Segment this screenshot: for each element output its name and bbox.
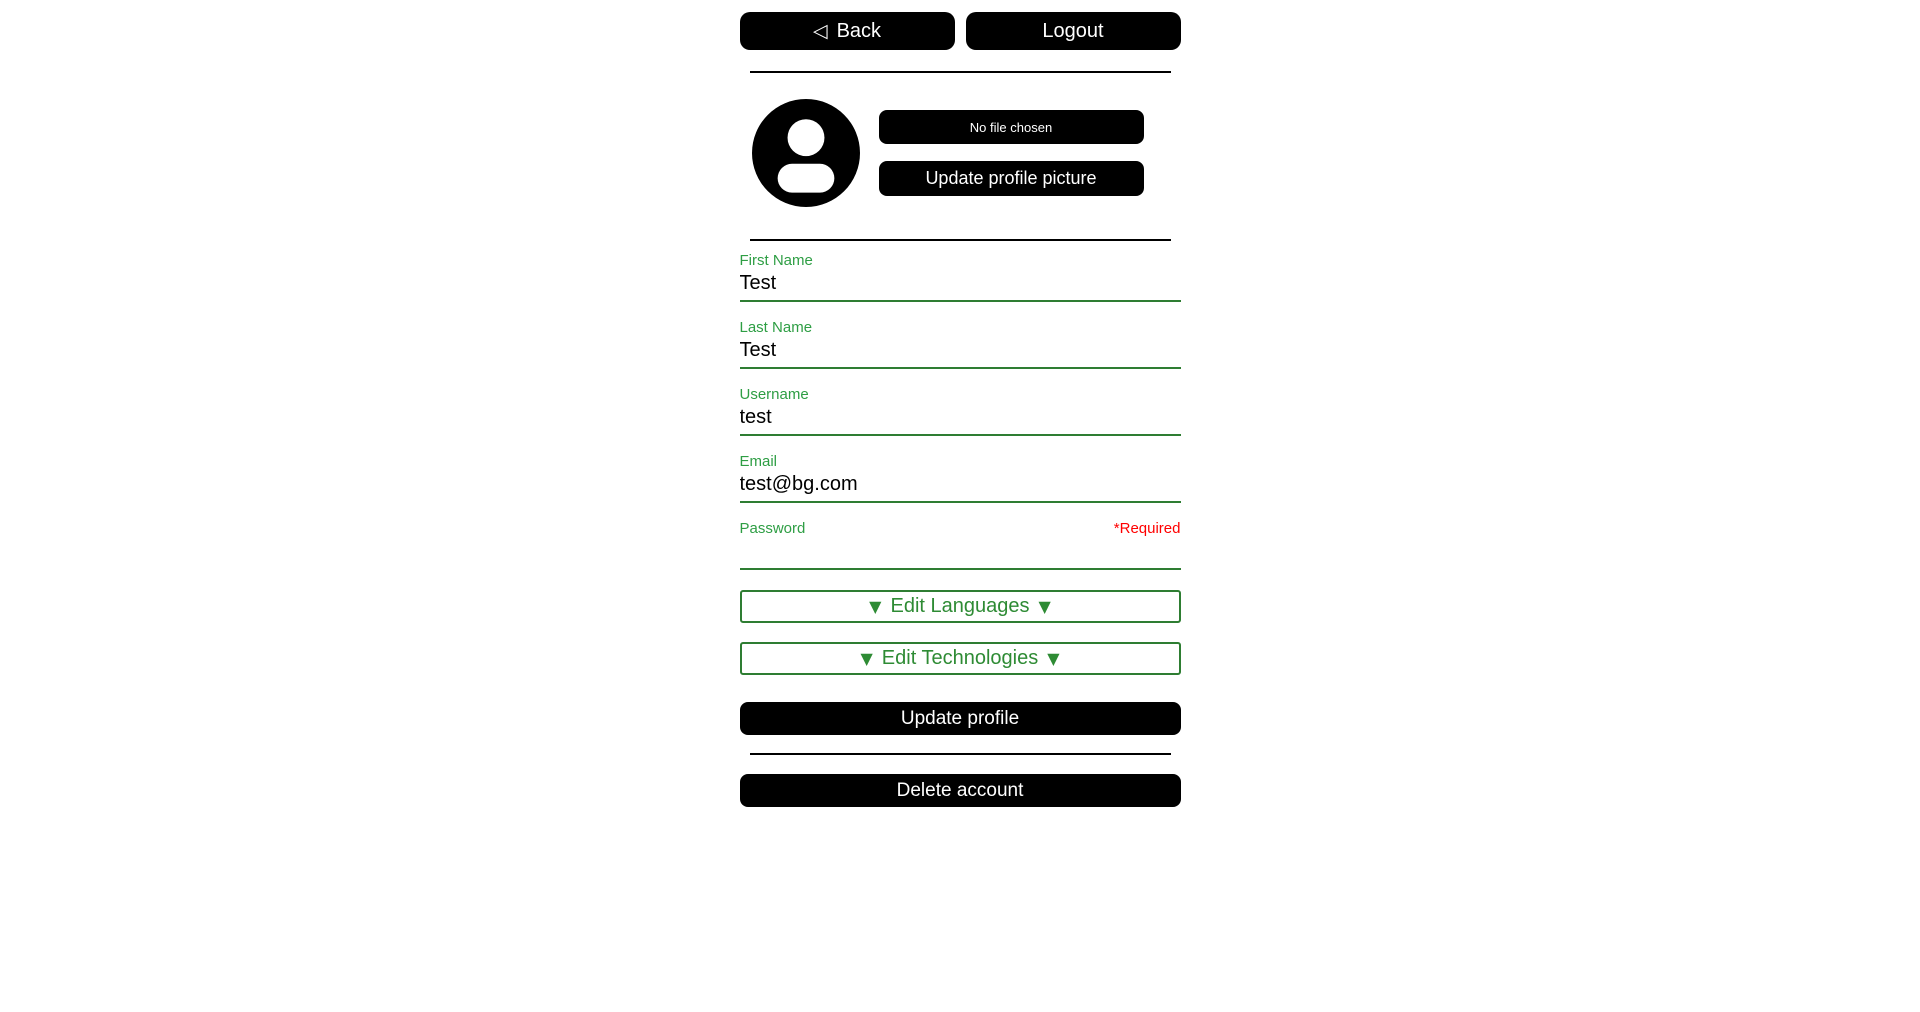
file-input-label: No file chosen bbox=[969, 119, 1053, 135]
update-profile-label: Update profile bbox=[900, 707, 1020, 729]
update-profile-picture-label: Update profile picture bbox=[925, 168, 1097, 188]
edit-languages-label: Edit Languages bbox=[890, 595, 1030, 617]
chevron-down-icon: ▼ bbox=[1047, 648, 1060, 668]
picture-buttons-column bbox=[879, 110, 1144, 196]
last-name-field-group bbox=[740, 319, 1181, 369]
first-name-input[interactable] bbox=[740, 270, 1181, 302]
email-field-group bbox=[740, 453, 1181, 503]
chevron-down-icon: ▼ bbox=[860, 648, 873, 668]
delete-account-label: Delete account bbox=[896, 779, 1024, 801]
update-profile-picture-button[interactable] bbox=[879, 161, 1144, 196]
divider-bottom bbox=[750, 753, 1171, 755]
top-button-row bbox=[740, 12, 1181, 50]
logout-button-label: Logout bbox=[1042, 19, 1104, 42]
profile-page bbox=[740, 0, 1181, 807]
last-name-label: Last Name bbox=[739, 319, 813, 336]
chevron-down-icon: ▼ bbox=[869, 596, 882, 616]
logout-button[interactable] bbox=[966, 12, 1181, 50]
file-input[interactable] bbox=[879, 110, 1144, 144]
password-field-group bbox=[740, 520, 1181, 570]
first-name-label: First Name bbox=[739, 252, 813, 269]
password-input[interactable] bbox=[740, 538, 1181, 570]
username-input[interactable] bbox=[740, 404, 1181, 436]
password-label: Password bbox=[739, 520, 806, 537]
edit-languages-button[interactable] bbox=[740, 590, 1181, 623]
avatar-person-icon bbox=[752, 99, 860, 207]
back-triangle-icon: ◁ bbox=[812, 19, 828, 42]
required-note: *Required bbox=[1113, 520, 1181, 537]
password-label-row bbox=[740, 520, 1181, 538]
divider-avatar bbox=[750, 239, 1171, 241]
username-field-group bbox=[740, 386, 1181, 436]
email-label: Email bbox=[739, 453, 778, 470]
back-button[interactable] bbox=[740, 12, 955, 50]
chevron-down-icon: ▼ bbox=[1038, 596, 1051, 616]
profile-picture-section bbox=[740, 99, 1181, 207]
edit-technologies-label: Edit Technologies bbox=[881, 647, 1039, 669]
update-profile-button[interactable] bbox=[740, 702, 1181, 735]
last-name-input[interactable] bbox=[740, 337, 1181, 369]
back-button-label: Back bbox=[836, 19, 882, 42]
first-name-field-group bbox=[740, 252, 1181, 302]
edit-technologies-button[interactable] bbox=[740, 642, 1181, 675]
delete-account-button[interactable] bbox=[740, 774, 1181, 807]
username-label: Username bbox=[739, 386, 809, 403]
email-field[interactable] bbox=[740, 471, 1181, 503]
divider-top bbox=[750, 71, 1171, 73]
